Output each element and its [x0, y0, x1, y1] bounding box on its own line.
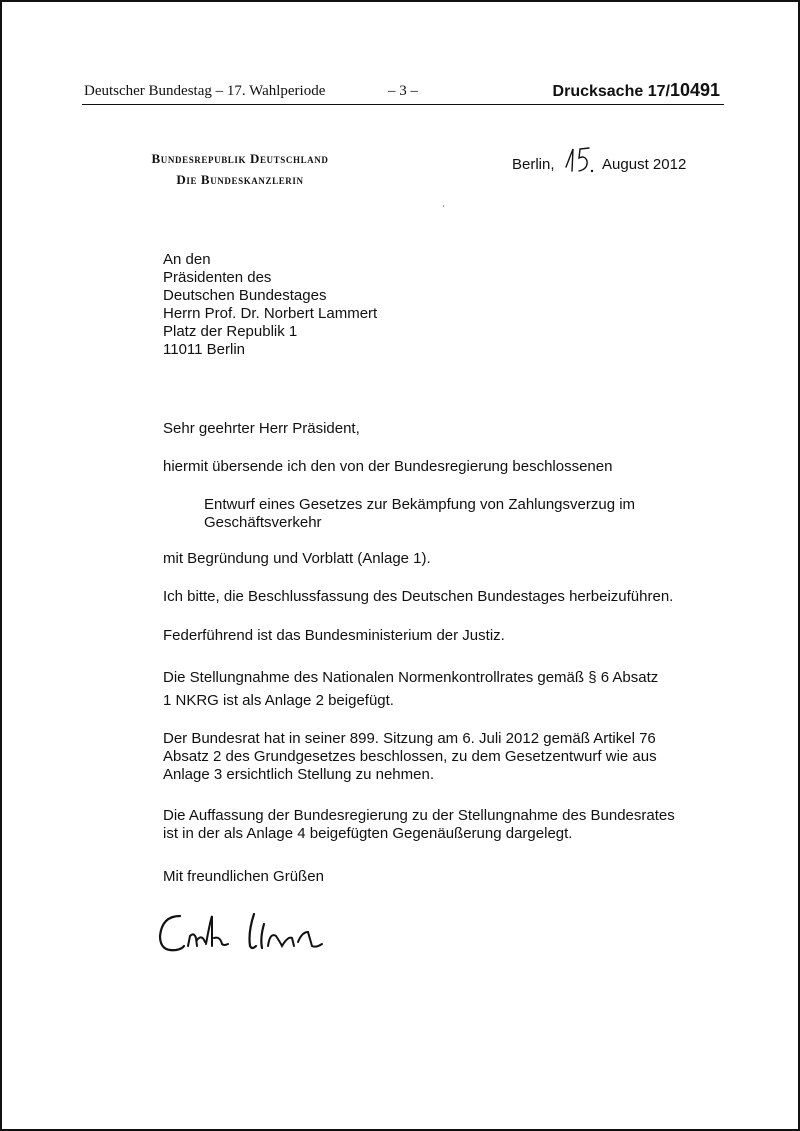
paragraph-ministry: Federführend ist das Bundesministerium der Justiz.: [163, 627, 505, 644]
header-page-number: – 3 –: [388, 83, 418, 99]
header-drucksache: [553, 80, 720, 101]
paragraph-counterstatement: Die Auffassung der Bundesregierung zu der Stellungnahme des Bundesrates ist in der als Anlage 4 beigefügten Gegenäußerung dargelegt.: [163, 807, 675, 842]
closing: Mit freundlichen Grüßen: [163, 868, 324, 885]
dateline: [512, 143, 686, 181]
drucksache-label: Drucksache 17/: [552, 83, 670, 100]
sender-line-2: Die Bundeskanzlerin: [176, 172, 304, 187]
address-line: 11011 Berlin: [163, 341, 246, 358]
draft-law-title: Entwurf eines Gesetzes zur Bekämpfung von Zahlungsverzug im Geschäftsverkehr: [204, 496, 636, 531]
handwritten-day: [561, 143, 597, 181]
date-month-year: August 2012: [602, 156, 687, 173]
header-rule: [82, 104, 724, 105]
paragraph-nkr: Die Stellungnahme des Nationalen Normenkontrollrates gemäß § 6 Absatz 1 NKRG ist als Anlage 2 beigefügt.: [163, 669, 659, 709]
salutation: Sehr geehrter Herr Präsident,: [163, 420, 360, 437]
sender-block: [110, 148, 370, 190]
address-line: Herrn Prof. Dr. Norbert Lammert: [163, 305, 378, 322]
sender-line-1: Bundesrepublik Deutschland: [151, 151, 329, 166]
header-title: Deutscher Bundestag – 17. Wahlperiode: [84, 83, 326, 99]
paragraph-attachment: mit Begründung und Vorblatt (Anlage 1).: [163, 550, 431, 567]
signature: [152, 902, 342, 977]
address-line: An den: [163, 251, 211, 268]
paragraph-intro: hiermit übersende ich den von der Bundesregierung beschlossenen: [163, 458, 613, 475]
address-line: Platz der Republik 1: [163, 323, 298, 340]
recipient-address: [163, 251, 377, 359]
drucksache-number: 10491: [669, 80, 720, 100]
date-city: Berlin,: [512, 156, 555, 173]
paragraph-bundesrat: Der Bundesrat hat in seiner 899. Sitzung am 6. Juli 2012 gemäß Artikel 76 Absatz 2 des Grundgesetzes beschlossen, zu dem Gesetzentwurf wie aus Anlage 3 ersichtlich Stellung zu nehmen.: [163, 730, 657, 783]
address-line: Präsidenten des: [163, 269, 272, 286]
scan-speck: [443, 205, 444, 207]
paragraph-request: Ich bitte, die Beschlussfassung des Deutschen Bundestages herbeizuführen.: [163, 588, 674, 605]
address-line: Deutschen Bundestages: [163, 287, 327, 304]
